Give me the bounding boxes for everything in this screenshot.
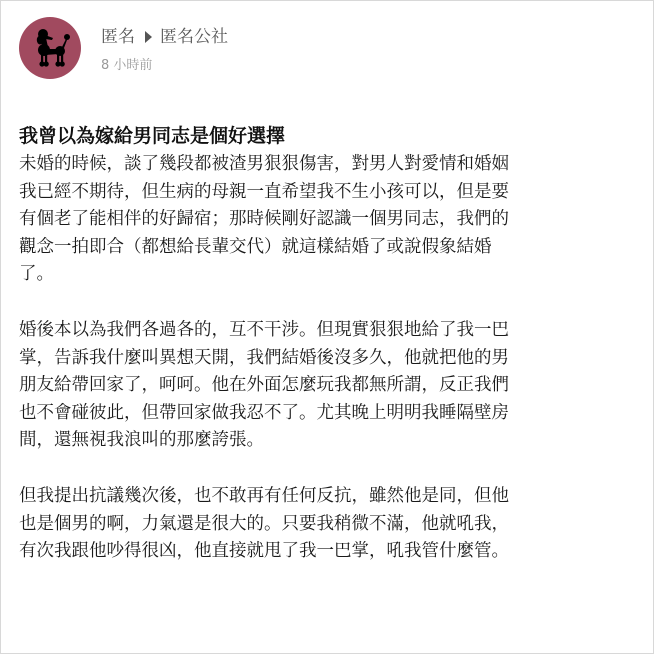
post-paragraph: 未婚的時候，談了幾段都被渣男狠狠傷害，對男人對愛情和婚姻 我已經不期待，但生病的母親一直希望我不生小孩可以，但是要 有個老了能相伴的好歸宿；那時候剛好認識一個男同志，我們的 觀念一拍即合（都想給長輩交代）就這樣結婚了或說假象結婚 了。: [19, 154, 509, 285]
caret-right-icon: [145, 31, 152, 43]
post-title: 我曾以為嫁給男同志是個好選擇: [19, 125, 286, 147]
board-name[interactable]: 匿名公社: [160, 27, 228, 47]
breadcrumb: [101, 26, 228, 48]
post-paragraph: 婚後本以為我們各過各的，互不干涉。但現實狠狠地給了我一巴 掌，告訴我什麼叫異想天開，我們結婚後沒多久，他就把他的男 朋友給帶回家了，呵呵。他在外面怎麼玩我都無所謂，反正我們 也不會碰彼此，但帶回家做我忍不了。尤其晚上明明我睡隔壁房 間，還無視我浪叫的那麼誇張。: [19, 319, 509, 451]
post-body: [19, 151, 639, 594]
author-name[interactable]: 匿名: [101, 27, 135, 47]
post-paragraph: 但我提出抗議幾次後，也不敢再有任何反抗，雖然他是同，但他 也是個男的啊，力氣還是很大的。只要我稍微不滿，他就吼我， 有次我跟他吵得很凶，他直接就甩了我一巴掌，吼我管什麼管。: [19, 485, 509, 562]
poodle-silhouette-icon: [27, 25, 73, 71]
avatar[interactable]: [19, 17, 81, 79]
post-time: 8 小時前: [101, 58, 153, 73]
post-meta: [101, 17, 228, 74]
post-header: [19, 17, 228, 81]
